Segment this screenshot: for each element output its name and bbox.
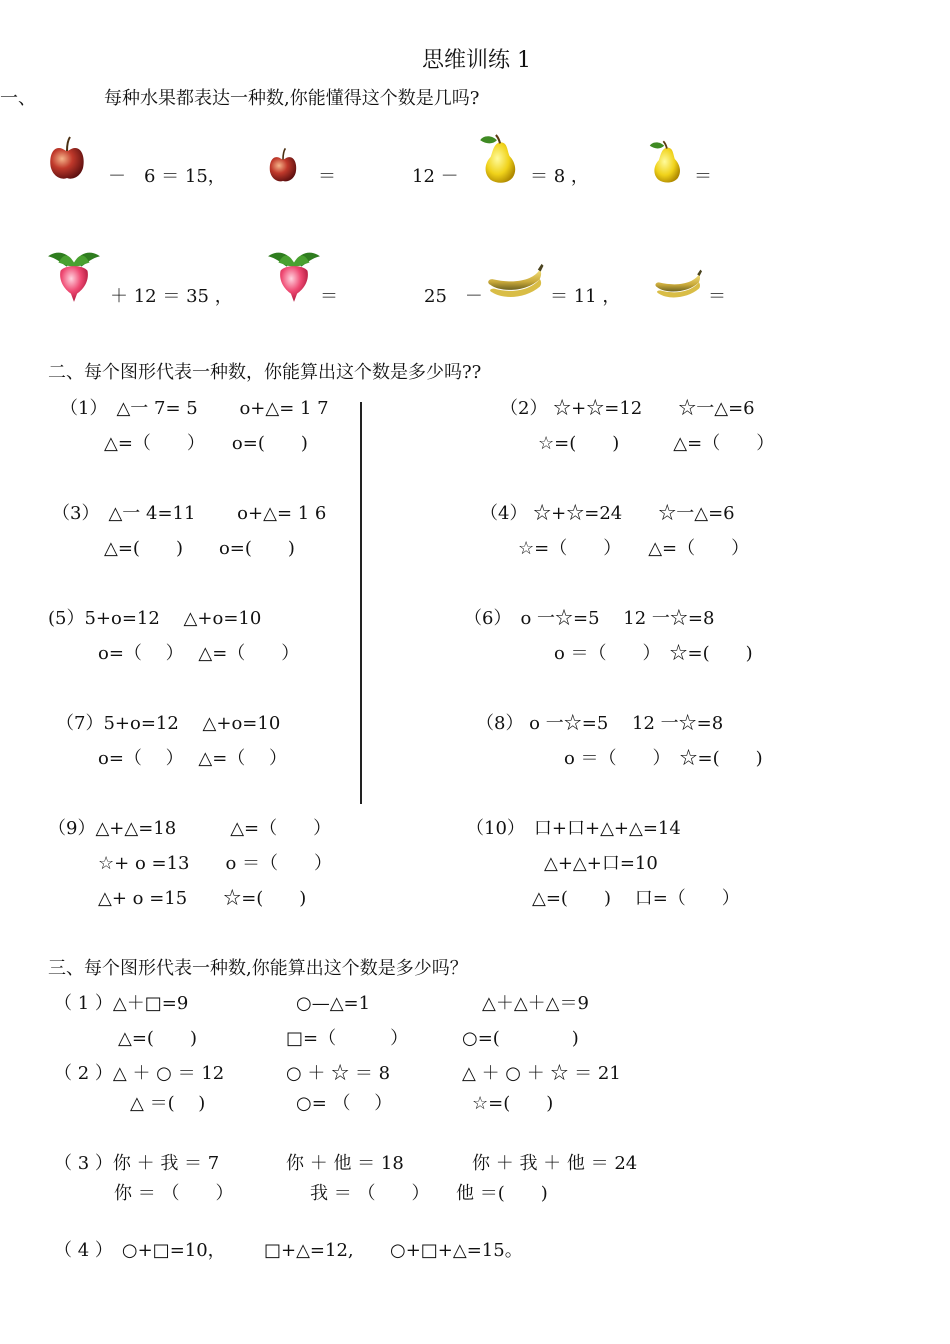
problem-7-answers: o=（ ） △=（ ） <box>98 748 288 769</box>
q3-ans3: 他 ＝( ) <box>456 1183 548 1204</box>
q1-ans3: ○=( ) <box>462 1028 579 1049</box>
problem-4-answers: ☆=（ ） △=（ ） <box>518 538 750 559</box>
problem-9-line2: ☆+ o =13 o ＝（ ） <box>98 853 333 874</box>
q1-eq1: （ 1 ）△＋□=9 <box>54 993 189 1014</box>
problem-9-line1: （9）△+△=18 △=（ ） <box>48 818 332 839</box>
apple-icon <box>268 146 298 188</box>
problem-7-equations: （7）5+o=12 △+o=10 <box>56 713 281 734</box>
problem-5-answers: o=（ ） △=（ ） <box>98 643 300 664</box>
pear-icon <box>648 140 684 188</box>
q1-ans2: □=（ ） <box>286 1028 409 1049</box>
problem-3-equations: （3） △一 4=11 o+△= 1 6 <box>52 503 327 524</box>
radish-icon <box>46 250 102 308</box>
q3-eq1: （ 3 ）你 ＋ 我 ＝ 7 <box>54 1153 220 1174</box>
s1-apple-eq: － 6 ＝ 15， <box>108 166 226 187</box>
problem-4-equations: （4） ☆+☆=24 ☆一△=6 <box>480 503 735 524</box>
problem-1-answers: △=（ ） o=( ) <box>104 433 308 454</box>
q2-eq3: △ ＋ ○ ＋ ☆ ＝ 21 <box>462 1063 621 1084</box>
q1-eq3: △＋△＋△＝9 <box>482 993 589 1014</box>
problem-10-line2: △+△+口=10 <box>544 853 658 874</box>
problem-10-line3: △=( ) 口=（ ） <box>532 888 740 909</box>
q1-eq2: ○—△=1 <box>296 993 371 1014</box>
q2-ans1: △ ＝( ) <box>130 1093 206 1114</box>
apple-icon <box>48 134 86 186</box>
q3-eq2: 你 ＋ 他 ＝ 18 <box>286 1153 404 1174</box>
q4-eq2: □+△=12, <box>264 1240 354 1261</box>
divider-line <box>360 402 362 804</box>
section1-number: 一、 <box>0 88 36 109</box>
q2-ans2: ○= （ ） <box>296 1093 393 1114</box>
page-title: 思维训练 1 <box>422 48 531 73</box>
problem-10-line1: （10） 口+口+△+△=14 <box>466 818 681 839</box>
s1-pear-eq-right: ＝ 8 ， <box>530 166 589 187</box>
problem-6-answers: o ＝（ ） ☆=( ) <box>554 643 753 664</box>
q2-eq2: ○ ＋ ☆ ＝ 8 <box>286 1063 391 1084</box>
problem-8-equations: （8） o 一☆=5 12 一☆=8 <box>476 713 724 734</box>
s1-radish-answer: ＝ <box>320 286 338 307</box>
s1-apple-answer: ＝ <box>318 166 336 187</box>
section3-heading: 三、每个图形代表一种数,你能算出这个数是多少吗？ <box>48 958 468 979</box>
q2-eq1: （ 2 ）△ ＋ ○ ＝ 12 <box>54 1063 225 1084</box>
problem-1-equations: （1） △一 7= 5 o+△= 1 7 <box>60 398 329 419</box>
section2-heading: 二、每个图形代表一种数，你能算出这个数是多少吗?? <box>48 362 482 383</box>
pear-icon <box>478 134 520 188</box>
q3-eq3: 你 ＋ 我 ＋ 他 ＝ 24 <box>472 1153 638 1174</box>
section1-heading: 每种水果都表达一种数,你能懂得这个数是几吗? <box>104 88 480 109</box>
q2-ans3: ☆=( ) <box>472 1093 554 1114</box>
problem-3-answers: △=( ) o=( ) <box>104 538 295 559</box>
banana-icon <box>654 268 702 304</box>
s1-banana-answer: ＝ <box>708 286 726 307</box>
problem-2-equations: （2） ☆+☆=12 ☆一△=6 <box>500 398 755 419</box>
problem-9-line3: △+ o =15 ☆=( ) <box>98 888 307 909</box>
q3-ans2: 我 ＝ （ ） <box>310 1183 430 1204</box>
s1-banana-eq-right: ＝ 11 ， <box>550 286 621 307</box>
s1-pear-answer: ＝ <box>694 166 712 187</box>
problem-8-answers: o ＝（ ） ☆=( ) <box>564 748 763 769</box>
s1-radish-eq: ＋ 12 ＝ 35 ， <box>110 286 233 307</box>
q1-ans1: △=( ) <box>118 1028 197 1049</box>
s1-banana-eq-left: 25 － <box>424 286 483 307</box>
banana-icon <box>486 262 544 304</box>
problem-2-answers: ☆=( ) △=（ ） <box>538 433 775 454</box>
problem-5-equations: (5）5+o=12 △+o=10 <box>48 608 262 629</box>
radish-icon <box>266 250 322 308</box>
problem-6-equations: （6） o 一☆=5 12 一☆=8 <box>464 608 715 629</box>
q3-ans1: 你 ＝ （ ） <box>114 1183 234 1204</box>
q4-eq3: ○+□+△=15。 <box>390 1240 523 1261</box>
q4-eq1: （ 4 ） ○+□=10， <box>54 1240 226 1261</box>
s1-pear-eq-left: 12 － <box>412 166 459 187</box>
